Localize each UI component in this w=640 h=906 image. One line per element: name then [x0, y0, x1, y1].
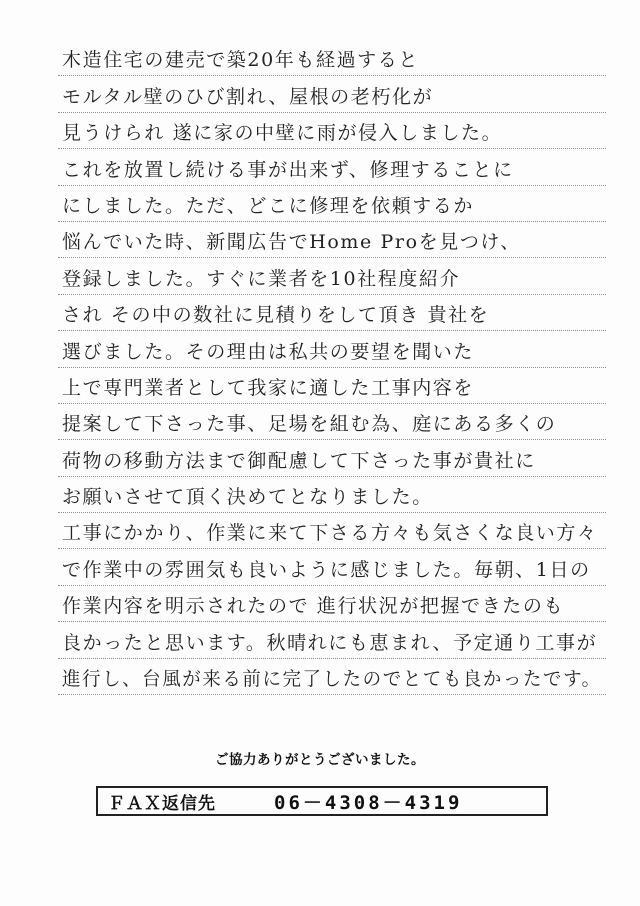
letter-line: [58, 258, 606, 294]
letter-line: [58, 186, 606, 222]
letter-line-text: 工事にかかり、作業に来て下さる方々も気さくな良い方々: [62, 522, 598, 545]
letter-line-text: で作業中の雰囲気も良いように感じました。毎朝、1日の: [62, 558, 591, 581]
letter-line: [58, 295, 606, 331]
letter-line: [58, 331, 606, 367]
letter-line: [58, 477, 606, 513]
letter-line: [58, 368, 606, 404]
fax-number: 06－4308－4319: [274, 791, 463, 814]
letter-line: [58, 549, 606, 585]
letter-line: [58, 513, 606, 549]
letter-line-text: 登録しました。すぐに業者を10社程度紹介: [62, 267, 461, 290]
letter-line: [58, 440, 606, 476]
letter-line-text: され その中の数社に見積りをして頂き 貴社を: [62, 304, 490, 327]
letter-line: [58, 40, 606, 76]
letter-line-text: 良かったと思います。秋晴れにも恵まれ、予定通り工事が: [62, 631, 598, 654]
letter-line: [58, 149, 606, 185]
letter-line-text: 見うけられ 遂に家の中壁に雨が侵入しました。: [62, 122, 503, 145]
letter-line-text: にしました。ただ、どこに修理を依頼するか: [62, 194, 475, 217]
letter-line-text: モルタル壁のひび割れ、屋根の老朽化が: [62, 85, 434, 108]
letter-line: [58, 76, 606, 112]
thanks-message: ご協力ありがとうございました。: [215, 752, 425, 768]
letter-line: [58, 404, 606, 440]
letter-line-text: 進行し、台風が来る前に完了したのでとても良かったです。: [62, 668, 602, 691]
letter-line: [58, 113, 606, 149]
letter-line-text: 荷物の移動方法まで御配慮して下さった事が貴社に: [62, 449, 536, 472]
letter-line-text: 選びました。その理由は私共の要望を聞いた: [62, 340, 475, 363]
fax-return-box: [96, 786, 548, 816]
letter-line-text: 上で専門業者として我家に適した工事内容を: [62, 376, 475, 399]
letter-line-text: これを放置し続ける事が出来ず、修理することに: [62, 158, 514, 181]
letter-line: [58, 222, 606, 258]
letter-line-text: 悩んでいた時、新聞広告でHome Proを見つけ、: [62, 231, 521, 254]
fax-label: ＦＡＸ返信先: [108, 793, 216, 814]
letter-line-text: 作業内容を明示されたので 進行状況が把握できたのも: [62, 595, 565, 618]
letter-line: [58, 622, 606, 658]
letter-line-text: 提案して下さった事、足場を組む為、庭にある多くの: [62, 413, 557, 436]
letter-line-text: 木造住宅の建売で築20年も経過すると: [62, 49, 419, 72]
handwritten-letter-body: [58, 40, 606, 695]
letter-line: [58, 586, 606, 622]
letter-line-text: お願いさせて頂く決めてとなりました。: [62, 486, 433, 509]
letter-line: [58, 659, 606, 695]
